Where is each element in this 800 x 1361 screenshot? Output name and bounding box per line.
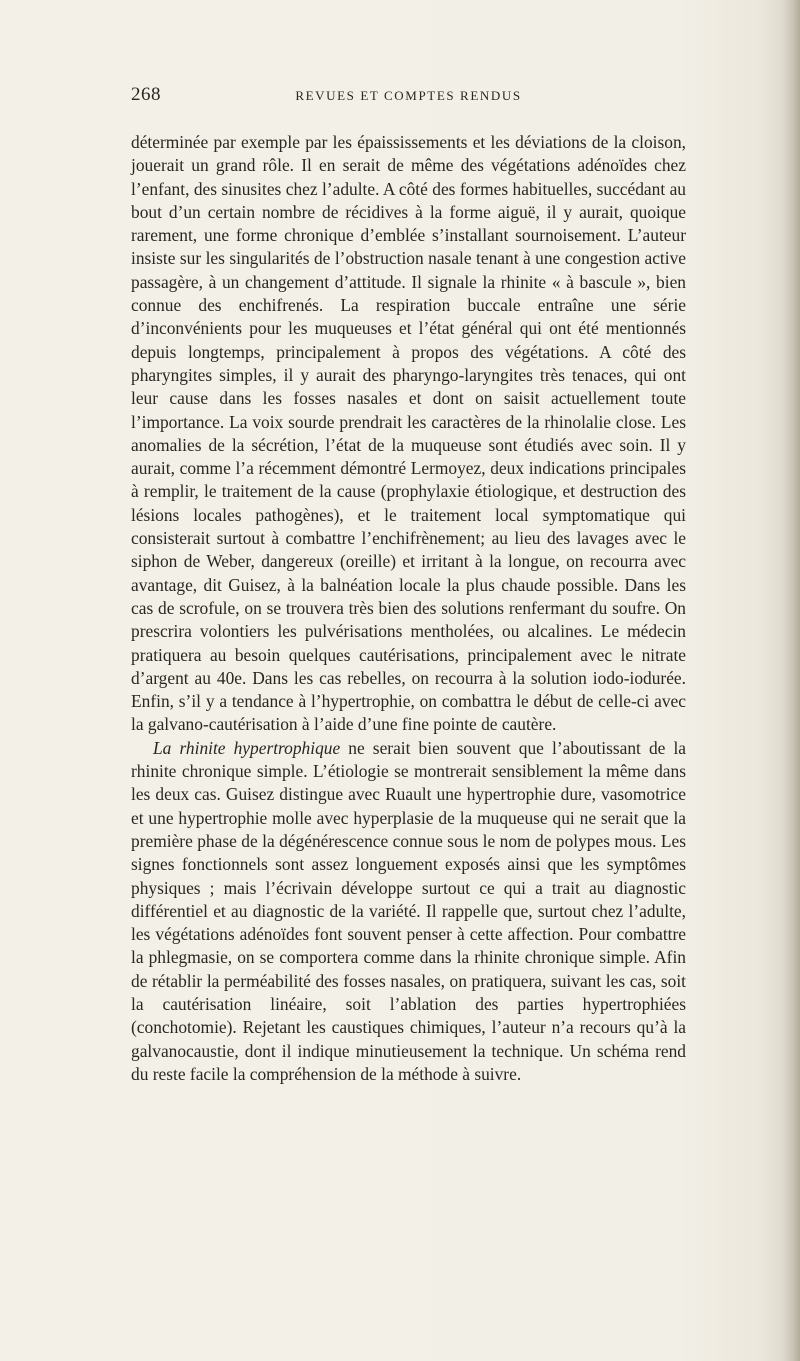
italic-lead: La rhinite hypertrophique xyxy=(153,737,341,758)
page-edge-shadow xyxy=(782,0,800,1361)
page-number: 268 xyxy=(131,84,161,105)
paragraph-text: ne serait bien souvent que l’aboutissant de la rhinite chronique simple. L’étiologie se montrerait sensiblement la même dans les deux cas. Guisez distingue avec Ruault une hypertrophie dure, vasomotrice et une hypertrophie molle avec hyperplasie de la muqueuse qui ne serait que la première phase de la dégénérescence connue sous le nom de polypes mous. Les signes fonctionnels sont assez longuement exposés ainsi que les symptômes physiques ; mais l’écrivain développe surtout ce qui a trait au diagnostic différentiel et au diagnostic de la variété. Il rappelle que, surtout chez l’adulte, les végétations adénoïdes font souvent penser à cette affection. Pour combattre la phlegmasie, on se comportera comme dans la rhinite chronique simple. Afin de rétablir la perméabilité des fosses nasales, on pratiquera, suivant les cas, soit la cautérisation linéaire, soit l’ablation des parties hypertrophiées (conchotomie). Rejetant les caustiques chimiques, l’auteur n’a recours qu’à la galvanocaustie, dont il indique minutieusement la technique. Un schéma rend du reste facile la compréhension de la méthode à suivre. xyxy=(131,737,687,1084)
running-head: REVUES ET COMPTES RENDUS xyxy=(295,88,522,103)
page-header xyxy=(131,84,686,108)
paragraph-text: déterminée par exemple par les épaississements et les déviations de la cloison, jouerait un grand rôle. Il en serait de même des végétations adénoïdes chez l’enfant, des sinusites chez l’adulte. A côté des formes habituelles, succédant au bout d’un certain nombre de récidives à la forme aiguë, il y aurait, quoique rarement, une forme chronique d’emblée s’installant sournoisement. L’auteur insiste sur les singularités de l’obstruction nasale tenant à une congestion active passagère, à un changement d’attitude. Il signale la rhinite « à bascule », bien connue des enchifrenés. La respiration buccale entraîne une série d’inconvénients pour les muqueuses et l’état général qui ont été mentionnés depuis longtemps, principalement à propos des végétations. A côté des pharyngites simples, il y aurait des pharyngo-laryngites très tenaces, qui ont leur cause dans les fosses nasales et dont on saisit actuellement toute l’importance. La voix sourde prendrait les caractères de la rhinolalie close. Les anomalies de la sécrétion, l’état de la muqueuse sont étudiés avec soin. Il y aurait, comme l’a récemment démontré Lermoyez, deux indications principales à remplir, le traitement de la cause (prophylaxie étiologique, et destruction des lésions locales pathogènes), et le traitement local symptomatique qui consisterait surtout à combattre l’enchifrènement; au lieu des lavages avec le siphon de Weber, dangereux (oreille) et irritant à la longue, on recourra avec avantage, dit Guisez, à la balnéation locale la plus chaude possible. Dans les cas de scrofule, on se trouvera très bien des solutions renfermant du soufre. On prescrira volontiers les pulvérisations mentholées, ou alcalines. Le médecin pratiquera au besoin quelques cautérisations, principalement avec le nitrate d’argent au 40e. Dans les cas rebelles, on recourra à la solution iodo-iodurée. Enfin, s’il y a tendance à l’hypertrophie, on combattra le début de celle-ci avec la galvano-cautérisation à l’aide d’une fine pointe de cautère. xyxy=(131,132,686,735)
paragraph-hypertrophic-rhinitis xyxy=(131,737,686,1086)
article-body xyxy=(131,131,686,1086)
paragraph-chronic-rhinitis xyxy=(131,131,686,737)
